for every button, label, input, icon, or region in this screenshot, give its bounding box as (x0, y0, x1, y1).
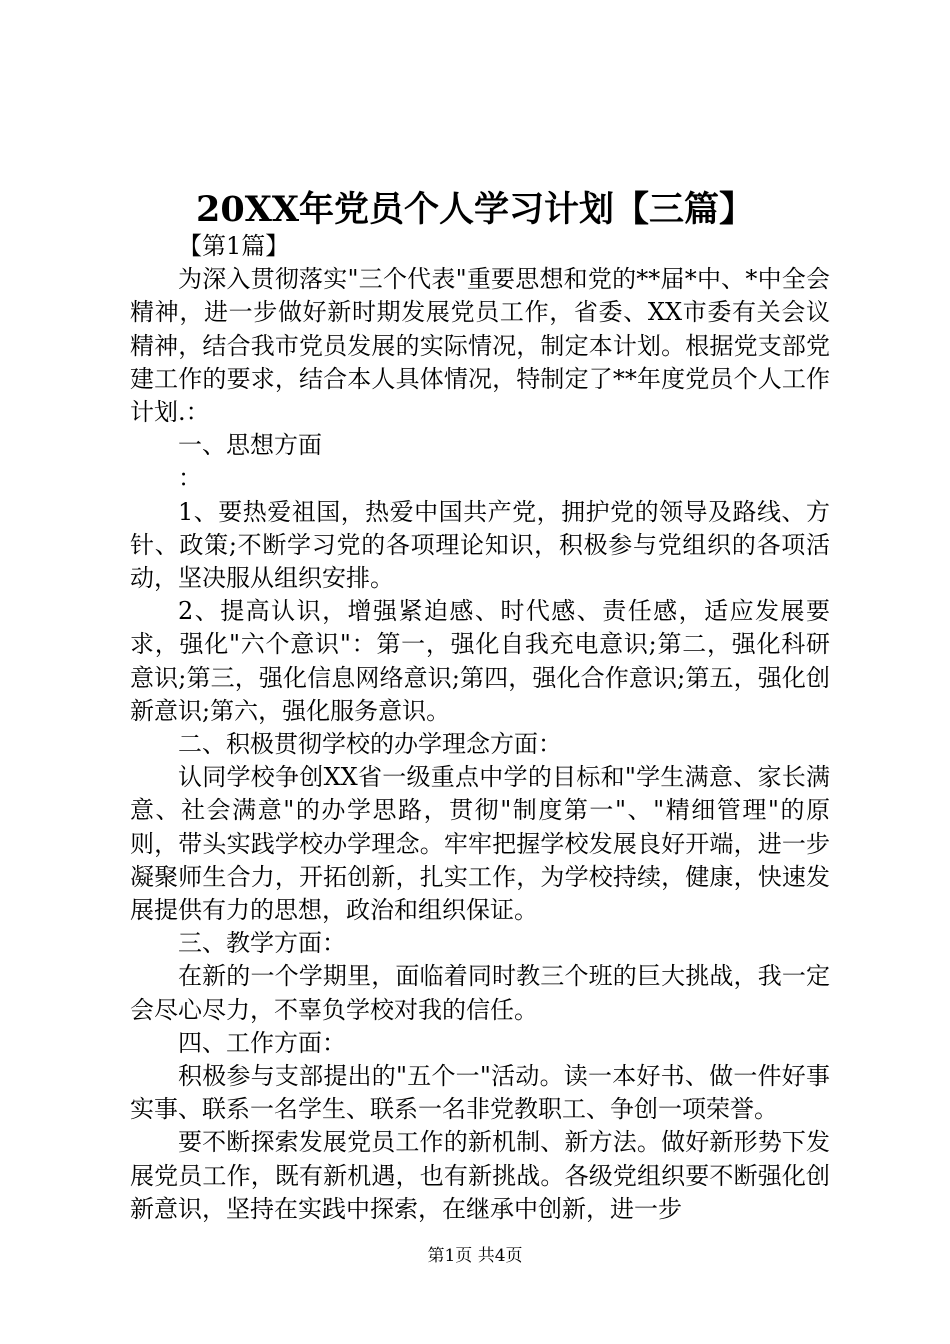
explore-paragraph: 要不断探索发展党员工作的新机制、新方法。做好新形势下发展党员工作，既有新机遇，也有新挑战。各级党组织要不断强化创新意识，坚持在实践中探索，在继承中创新，进一步 (130, 1128, 830, 1223)
section-heading-part-1: 【第1篇】 (178, 232, 290, 260)
document-body (130, 230, 830, 1226)
section-heading-teaching: 三、教学方面： (178, 929, 346, 958)
intro-paragraph: 为深入贯彻落实"三个代表"重要思想和党的**届*中、*中全会精神，进一步做好新时期发展党员工作，省委、XX市委有关会议精神，结合我市党员发展的实际情况，制定本计划。根据党支部党建工作的要求，结合本人具体情况，特制定了**年度党员个人工作计划.： (130, 265, 830, 427)
colon-line: ： (178, 464, 202, 493)
work-paragraph: 积极参与支部提出的"五个一"活动。读一本好书、做一件好事实事、联系一名学生、联系一名非党教职工、争创一项荣誉。 (130, 1062, 830, 1124)
page-footer: 第1页 共4页 (427, 1246, 523, 1266)
section-heading-school: 二、积极贯彻学校的办学理念方面： (178, 730, 562, 759)
item-2-paragraph: 2、提高认识，增强紧迫感、时代感、责任感，适应发展要求，强化"六个意识"：第一，强化自我充电意识;第二，强化科研意识;第三，强化信息网络意识;第四，强化合作意识;第五，强化创新意识;第六，强化服务意识。 (130, 597, 830, 725)
section-heading-thought: 一、思想方面 (178, 431, 322, 460)
section-heading-work: 四、工作方面： (178, 1028, 346, 1057)
teaching-paragraph: 在新的一个学期里，面临着同时教三个班的巨大挑战，我一定会尽心尽力，不辜负学校对我的信任。 (130, 962, 830, 1024)
item-1-paragraph: 1、要热爱祖国，热爱中国共产党，拥护党的领导及路线、方针、政策;不断学习党的各项理论知识，积极参与党组织的各项活动，坚决服从组织安排。 (130, 497, 830, 593)
document-title: 20XX年党员个人学习计划【三篇】 (195, 189, 755, 230)
school-paragraph: 认同学校争创XX省一级重点中学的目标和"学生满意、家长满意、社会满意"的办学思路，贯彻"制度第一"、"精细管理"的原则，带头实践学校办学理念。牢牢把握学校发展良好开端，进一步凝聚师生合力，开拓创新，扎实工作，为学校持续，健康，快速发展提供有力的思想，政治和组织保证。 (130, 763, 830, 925)
